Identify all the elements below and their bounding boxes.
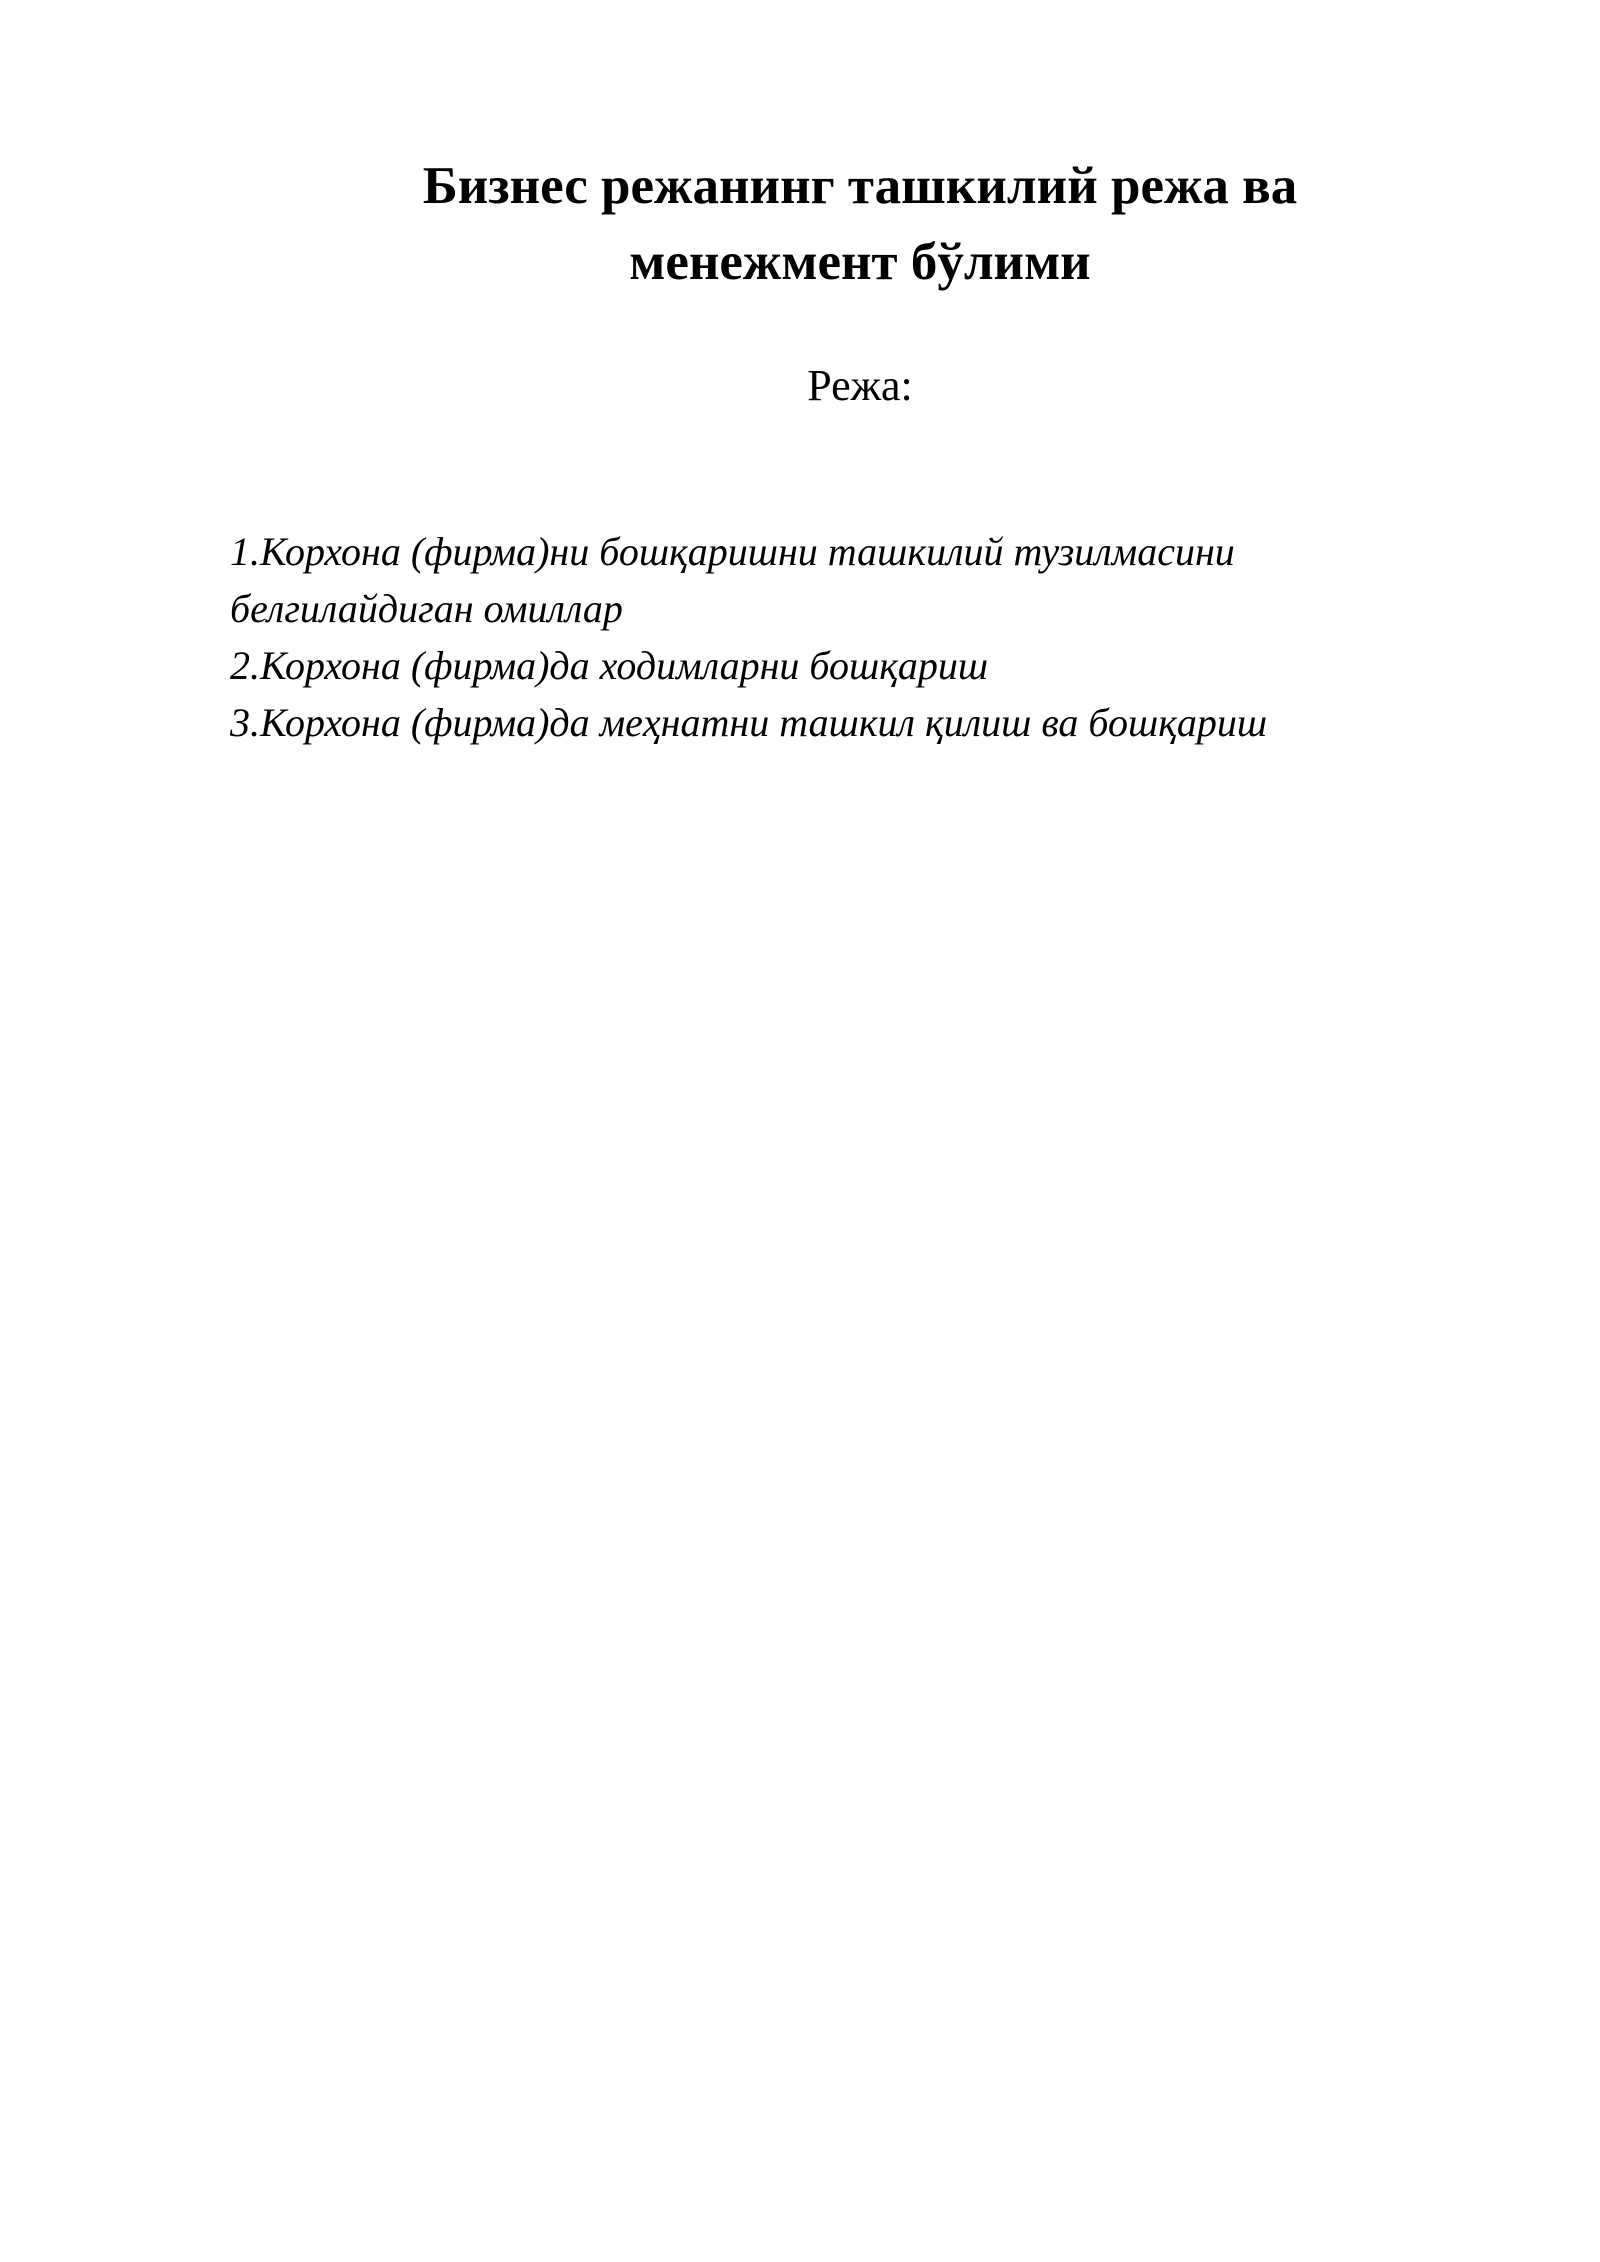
document-title-line-2: менежмент бўлими [629,233,1091,291]
plan-item-3: 3.Корхона (фирма)да меҳнатни ташкил қилиш ва бошқариш [230,700,1268,745]
plan-heading: Режа: [807,361,913,410]
plan-item-1: 1.Корхона (фирма)ни бошқаришни ташкилий тузилмасини белгилайдиган омиллар [230,529,1235,631]
document-title-line-1: Бизнес режанинг ташкилий режа ва [422,157,1298,215]
document-title [230,148,1490,300]
plan-list [230,523,1430,751]
plan-item-2: 2.Корхона (фирма)да ходимларни бошқариш [230,643,989,688]
